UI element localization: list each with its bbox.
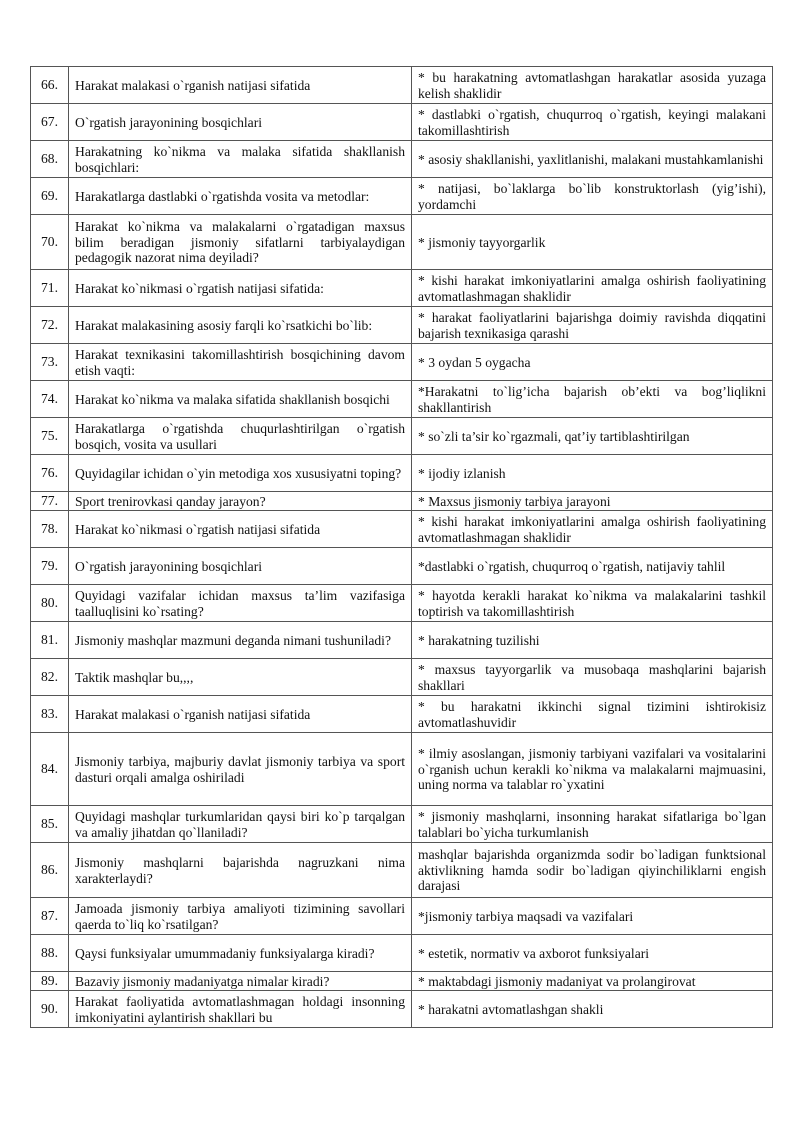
table-row: [31, 418, 773, 455]
answer-cell: * 3 oydan 5 oygacha: [412, 344, 773, 381]
row-number: 78.: [31, 511, 69, 548]
row-number: 88.: [31, 935, 69, 972]
question-cell: Jismoniy tarbiya, majburiy davlat jismoniy tarbiya va sport dasturi orqali amalga oshiriladi: [69, 733, 412, 806]
row-number: 80.: [31, 585, 69, 622]
table-row: [31, 492, 773, 511]
row-number: 87.: [31, 898, 69, 935]
answer-cell: * hayotda kerakli harakat ko`nikma va malakalarini tashkil toptirish va takomillashtirish: [412, 585, 773, 622]
table-row: [31, 511, 773, 548]
row-number: 72.: [31, 307, 69, 344]
row-number: 66.: [31, 67, 69, 104]
answer-cell: * jismoniy mashqlarni, insonning harakat sifatlariga bo`lgan talablari bo`yicha turkumlanish: [412, 806, 773, 843]
row-number: 81.: [31, 622, 69, 659]
table-row: [31, 381, 773, 418]
answer-cell: * bu harakatning avtomatlashgan harakatlar asosida yuzaga kelish shaklidir: [412, 67, 773, 104]
question-cell: Harakat malakasi o`rganish natijasi sifatida: [69, 67, 412, 104]
question-cell: Quyidagi mashqlar turkumlaridan qaysi biri ko`p tarqalgan va amaliy jihatdan qo`llaniladi?: [69, 806, 412, 843]
row-number: 70.: [31, 215, 69, 270]
row-number: 71.: [31, 270, 69, 307]
table-row: [31, 215, 773, 270]
table-row: [31, 991, 773, 1028]
table-row: [31, 455, 773, 492]
row-number: 90.: [31, 991, 69, 1028]
row-number: 86.: [31, 843, 69, 898]
table-row: [31, 843, 773, 898]
question-cell: Harakat texnikasini takomillashtirish bosqichining davom etish vaqti:: [69, 344, 412, 381]
question-cell: Harakatning ko`nikma va malaka sifatida shakllanish bosqichlari:: [69, 141, 412, 178]
answer-cell: * ilmiy asoslangan, jismoniy tarbiyani vazifalari va vositalarini o`rganish uchun kerakli ko`nikma va malakalarni majmuasini, uning norma va talablar ro`yxatini: [412, 733, 773, 806]
table-row: [31, 806, 773, 843]
question-cell: Harakat faoliyatida avtomatlashmagan holdagi insonning imkoniyatini aylantirish shakllari bu: [69, 991, 412, 1028]
answer-cell: * harakat faoliyatlarini bajarishga doimiy ravishda diqqatini bajarish texnikasiga qarashi: [412, 307, 773, 344]
table-row: [31, 270, 773, 307]
table-row: [31, 659, 773, 696]
question-cell: Jamoada jismoniy tarbiya amaliyoti tizimining savollari qaerda to`liq ko`rsatilgan?: [69, 898, 412, 935]
table-row: [31, 548, 773, 585]
answer-cell: * maktabdagi jismoniy madaniyat va prolangirovat: [412, 972, 773, 991]
answer-cell: * estetik, normativ va axborot funksiyalari: [412, 935, 773, 972]
row-number: 77.: [31, 492, 69, 511]
row-number: 69.: [31, 178, 69, 215]
row-number: 68.: [31, 141, 69, 178]
answer-cell: * Maxsus jismoniy tarbiya jarayoni: [412, 492, 773, 511]
table-row: [31, 585, 773, 622]
row-number: 82.: [31, 659, 69, 696]
row-number: 83.: [31, 696, 69, 733]
answer-cell: * harakatning tuzilishi: [412, 622, 773, 659]
table-row: [31, 622, 773, 659]
answer-cell: * asosiy shakllanishi, yaxlitlanishi, malakani mustahkamlanishi: [412, 141, 773, 178]
row-number: 67.: [31, 104, 69, 141]
table-row: [31, 898, 773, 935]
question-cell: O`rgatish jarayonining bosqichlari: [69, 548, 412, 585]
question-cell: Jismoniy mashqlar mazmuni deganda nimani tushuniladi?: [69, 622, 412, 659]
answer-cell: * so`zli ta’sir ko`rgazmali, qat’iy tartiblashtirilgan: [412, 418, 773, 455]
answer-cell: * kishi harakat imkoniyatlarini amalga oshirish faoliyatining avtomatlashmagan shaklidir: [412, 270, 773, 307]
answer-cell: *Harakatni to`lig’icha bajarish ob’ekti va bog’liqlikni shakllantirish: [412, 381, 773, 418]
answer-cell: * ijodiy izlanish: [412, 455, 773, 492]
question-cell: O`rgatish jarayonining bosqichlari: [69, 104, 412, 141]
answer-cell: * maxsus tayyorgarlik va musobaqa mashqlarini bajarish shakllari: [412, 659, 773, 696]
table-row: [31, 67, 773, 104]
question-cell: Taktik mashqlar bu,,,,: [69, 659, 412, 696]
table-row: [31, 104, 773, 141]
answer-cell: * jismoniy tayyorgarlik: [412, 215, 773, 270]
question-cell: Harakat malakasining asosiy farqli ko`rsatkichi bo`lib:: [69, 307, 412, 344]
answer-cell: *jismoniy tarbiya maqsadi va vazifalari: [412, 898, 773, 935]
table-row: [31, 733, 773, 806]
row-number: 79.: [31, 548, 69, 585]
row-number: 74.: [31, 381, 69, 418]
question-cell: Sport trenirovkasi qanday jarayon?: [69, 492, 412, 511]
question-cell: Quyidagilar ichidan o`yin metodiga xos xususiyatni toping?: [69, 455, 412, 492]
answer-cell: * bu harakatni ikkinchi signal tizimini ishtirokisiz avtomatlashuvidir: [412, 696, 773, 733]
table-row: [31, 696, 773, 733]
question-cell: Jismoniy mashqlarni bajarishda nagruzkani nima xarakterlaydi?: [69, 843, 412, 898]
question-cell: Harakat ko`nikmasi o`rgatish natijasi sifatida:: [69, 270, 412, 307]
question-cell: Harakat ko`nikma va malakalarni o`rgatadigan maxsus bilim beradigan jismoniy sifatlarni tarbiyalaydigan pedagogik nazorat nima deyiladi?: [69, 215, 412, 270]
table-row: [31, 344, 773, 381]
answer-cell: *dastlabki o`rgatish, chuqurroq o`rgatish, natijaviy tahlil: [412, 548, 773, 585]
table-row: [31, 307, 773, 344]
question-cell: Bazaviy jismoniy madaniyatga nimalar kiradi?: [69, 972, 412, 991]
question-cell: Harakat ko`nikma va malaka sifatida shakllanish bosqichi: [69, 381, 412, 418]
row-number: 75.: [31, 418, 69, 455]
question-cell: Harakat ko`nikmasi o`rgatish natijasi sifatida: [69, 511, 412, 548]
answer-cell: * kishi harakat imkoniyatlarini amalga oshirish faoliyatining avtomatlashmagan shaklidir: [412, 511, 773, 548]
table-row: [31, 972, 773, 991]
row-number: 76.: [31, 455, 69, 492]
question-cell: Harakatlarga dastlabki o`rgatishda vosita va metodlar:: [69, 178, 412, 215]
row-number: 73.: [31, 344, 69, 381]
row-number: 85.: [31, 806, 69, 843]
question-cell: Quyidagi vazifalar ichidan maxsus ta’lim vazifasiga taalluqlisini ko`rsating?: [69, 585, 412, 622]
table-row: [31, 178, 773, 215]
answer-cell: * natijasi, bo`laklarga bo`lib konstruktorlash (yig’ishi), yordamchi: [412, 178, 773, 215]
question-cell: Harakatlarga o`rgatishda chuqurlashtirilgan o`rgatish bosqich, vosita va usullari: [69, 418, 412, 455]
answer-cell: * dastlabki o`rgatish, chuqurroq o`rgatish, keyingi malakani takomillashtirish: [412, 104, 773, 141]
row-number: 89.: [31, 972, 69, 991]
question-cell: Qaysi funksiyalar umummadaniy funksiyalarga kiradi?: [69, 935, 412, 972]
table-row: [31, 141, 773, 178]
question-cell: Harakat malakasi o`rganish natijasi sifatida: [69, 696, 412, 733]
answer-cell: mashqlar bajarishda organizmda sodir bo`ladigan funktsional aktivlikning hamda sodir bo`ladigan qiyinchiliklarni engish darajasi: [412, 843, 773, 898]
question-answer-table: [30, 66, 773, 1028]
row-number: 84.: [31, 733, 69, 806]
table-row: [31, 935, 773, 972]
answer-cell: * harakatni avtomatlashgan shakli: [412, 991, 773, 1028]
